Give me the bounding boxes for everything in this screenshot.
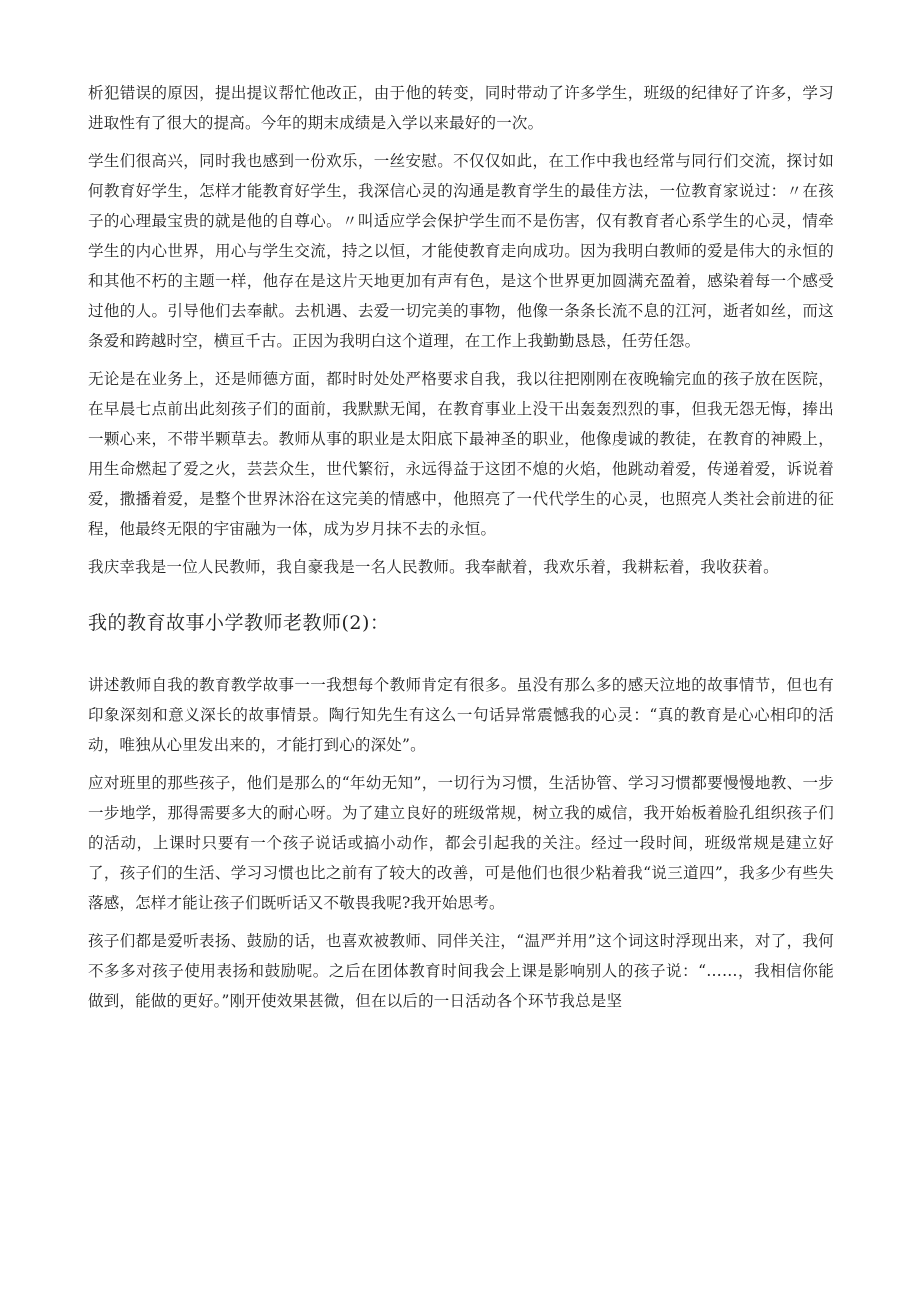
paragraph: 我庆幸我是一位人民教师，我自豪我是一名人民教师。我奉献着，我欢乐着，我耕耘着，我收获着。 — [88, 558, 779, 576]
paragraph: 学生们很高兴，同时我也感到一份欢乐，一丝安慰。不仅仅如此，在工作中我也经常与同行们交流，探讨如何教育好学生，怎样才能教育好学生，我深信心灵的沟通是教育学生的最佳方法，一位教育家说过：〃在孩子的心理最宝贵的就是他的自尊心。〃叫适应学会保护学生而不是伤害，仅有教育者心系学生的心灵，情牵学生的内心世界，用心与学生交流，持之以恒，才能使教育走向成功。因为我明白教师的爱是伟大的永恒的和其他不朽的主题一样，他存在是这片天地更加有声有色，是这个世界更加圆满充盈着，感染着每一个感受过他的人。引导他们去奉献。去机遇、去爱一切完美的事物，他像一条条长流不息的江河，逝者如丝，而这条爱和跨越时空，横亘千古。正因为我明白这个道理，在工作上我勤勤恳恳，任劳任怨。 — [88, 152, 834, 350]
section-heading: 我的教育故事小学教师老教师(2)： — [88, 612, 390, 634]
paragraph: 讲述教师自我的教育教学故事一一我想每个教师肯定有很多。虽没有那么多的感天泣地的故事情节，但也有印象深刻和意义深长的故事情景。陶行知先生有这么一句话异常震憾我的心灵：“真的教育是心心相印的活动，唯独从心里发出来的，才能打到心的深处”。 — [88, 676, 834, 754]
paragraph: 无论是在业务上，还是师德方面，都时时处处严格要求自我，我以往把刚刚在夜晚输完血的孩子放在医院，在早晨七点前出此刻孩子们的面前，我默默无闻，在教育事业上没干出轰轰烈烈的事，但我无怨无悔，捧出一颗心来，不带半颗草去。教师从事的职业是太阳底下最神圣的职业，他像虔诚的教徒，在教育的神殿上，用生命燃起了爱之火，芸芸众生，世代繁衍，永远得益于这团不熄的火焰，他跳动着爱，传递着爱，诉说着爱，撒播着爱，是整个世界沐浴在这完美的情感中，他照亮了一代代学生的心灵，也照亮人类社会前进的征程，他最终无限的宇宙融为一体，成为岁月抹不去的永恒。 — [88, 370, 834, 538]
paragraph: 孩子们都是爱听表扬、鼓励的话，也喜欢被教师、同伴关注，“温严并用”这个词这时浮现出来，对了，我何不多多对孩子使用表扬和鼓励呢。之后在团体教育时间我会上课是影响别人的孩子说：“……，我相信你能做到，能做的更好。”刚开使效果甚微，但在以后的一日活动各个环节我总是坚 — [88, 932, 834, 1010]
paragraph: 析犯错误的原因，提出提议帮忙他改正，由于他的转变，同时带动了许多学生，班级的纪律好了许多，学习进取性有了很大的提高。今年的期末成绩是入学以来最好的一次。 — [88, 84, 834, 132]
document-page — [88, 78, 834, 1016]
paragraph: 应对班里的那些孩子，他们是那么的“年幼无知”，一切行为习惯，生活协管、学习习惯都要慢慢地教、一步一步地学，那得需要多大的耐心呀。为了建立良好的班级常规，树立我的威信，我开始板着脸孔组织孩子们的活动，上课时只要有一个孩子说话或搞小动作，都会引起我的关注。经过一段时间，班级常规是建立好了，孩子们的生活、学习习惯也比之前有了较大的改善，可是他们也很少粘着我“说三道四”，我多少有些失落感，怎样才能让孩子们既听话又不敬畏我呢?我开始思考。 — [88, 774, 834, 912]
